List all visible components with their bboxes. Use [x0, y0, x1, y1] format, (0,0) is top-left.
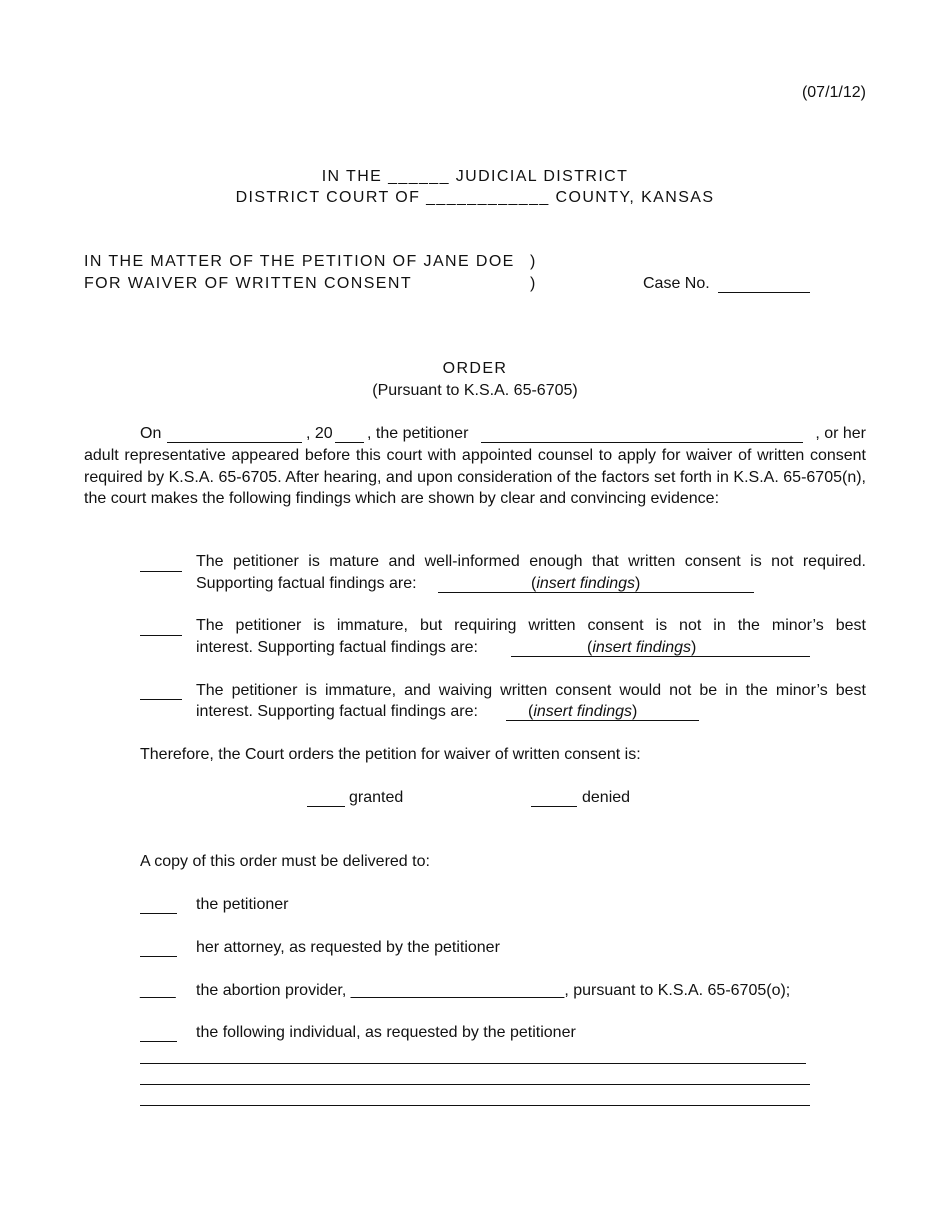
caption-line-2: FOR WAIVER OF WRITTEN CONSENT — [84, 275, 412, 292]
provider-checkbox[interactable]: ____ — [140, 982, 176, 999]
denied-checkbox[interactable] — [531, 806, 577, 807]
order-title: ORDER — [442, 360, 508, 377]
finding-3-text: The petitioner is immature, and waiving written consent would not be in the minor’s best — [196, 682, 866, 699]
denied-label: denied — [582, 789, 631, 806]
finding-2-text: The petitioner is immature, but requiring written consent is not in the minor’s best — [196, 617, 866, 634]
year-field[interactable] — [335, 442, 364, 443]
individual-line-3[interactable] — [140, 1105, 810, 1106]
finding-1-insert: (insert findings) — [531, 575, 641, 592]
form-code: (07/1/12) — [801, 84, 866, 101]
finding-1-checkbox[interactable] — [140, 571, 182, 572]
finding-2-support: interest. Supporting factual findings are: — [196, 639, 478, 656]
case-number-field[interactable] — [718, 292, 810, 293]
finding-3-checkbox[interactable] — [140, 699, 182, 700]
intro-paragraph: adult representative appeared before this court with appointed counsel to apply for waiver of written consent required by K.S.A. 65-6705. After hearing, and upon consideration of the factors set forth in K.S.A. 65-6705(n), the court makes the following findings which are shown by clear and convincing evidence: — [84, 447, 866, 507]
intro-20: , 20 — [306, 425, 333, 442]
court-header-line-1: IN THE ______ JUDICIAL DISTRICT — [321, 168, 629, 185]
court-header-line-2: DISTRICT COURT OF ____________ COUNTY, KANSAS — [235, 189, 715, 206]
intro-or-her: , or her — [815, 425, 866, 442]
finding-2-checkbox[interactable] — [140, 635, 182, 636]
finding-1-support: Supporting factual findings are: — [196, 575, 417, 592]
date-field[interactable] — [167, 442, 302, 443]
finding-3-support: interest. Supporting factual findings are: — [196, 703, 478, 720]
finding-2-insert: (insert findings) — [587, 639, 697, 656]
caption-paren-1: ) — [530, 253, 536, 270]
granted-label: granted — [349, 789, 404, 806]
therefore-text: Therefore, the Court orders the petition for waiver of written consent is: — [140, 746, 641, 763]
finding-3-insert: (insert findings) — [528, 703, 638, 720]
copy-intro: A copy of this order must be delivered to: — [140, 853, 430, 870]
individual-line-1[interactable] — [140, 1063, 806, 1064]
recipient-petitioner: the petitioner — [196, 896, 289, 913]
order-subtitle: (Pursuant to K.S.A. 65-6705) — [372, 382, 578, 399]
recipient-individual: the following individual, as requested by the petitioner — [196, 1024, 576, 1041]
attorney-checkbox[interactable] — [140, 956, 177, 957]
petitioner-checkbox[interactable] — [140, 913, 177, 914]
finding-1-text: The petitioner is mature and well-informed enough that written consent is not required. — [196, 553, 866, 570]
recipient-provider: the abortion provider, ________________________, pursuant to K.S.A. 65-6705(o); — [196, 982, 791, 999]
intro-petitioner: , the petitioner — [367, 425, 469, 442]
individual-checkbox[interactable] — [140, 1041, 177, 1042]
granted-checkbox[interactable] — [307, 806, 345, 807]
individual-line-2[interactable] — [140, 1084, 810, 1085]
caption-line-1: IN THE MATTER OF THE PETITION OF JANE DOE — [84, 253, 515, 270]
intro-on: On — [140, 425, 162, 442]
recipient-attorney: her attorney, as requested by the petitioner — [196, 939, 500, 956]
petitioner-name-field[interactable] — [481, 442, 803, 443]
case-number-label: Case No. — [643, 275, 710, 292]
caption-paren-2: ) — [530, 275, 536, 292]
